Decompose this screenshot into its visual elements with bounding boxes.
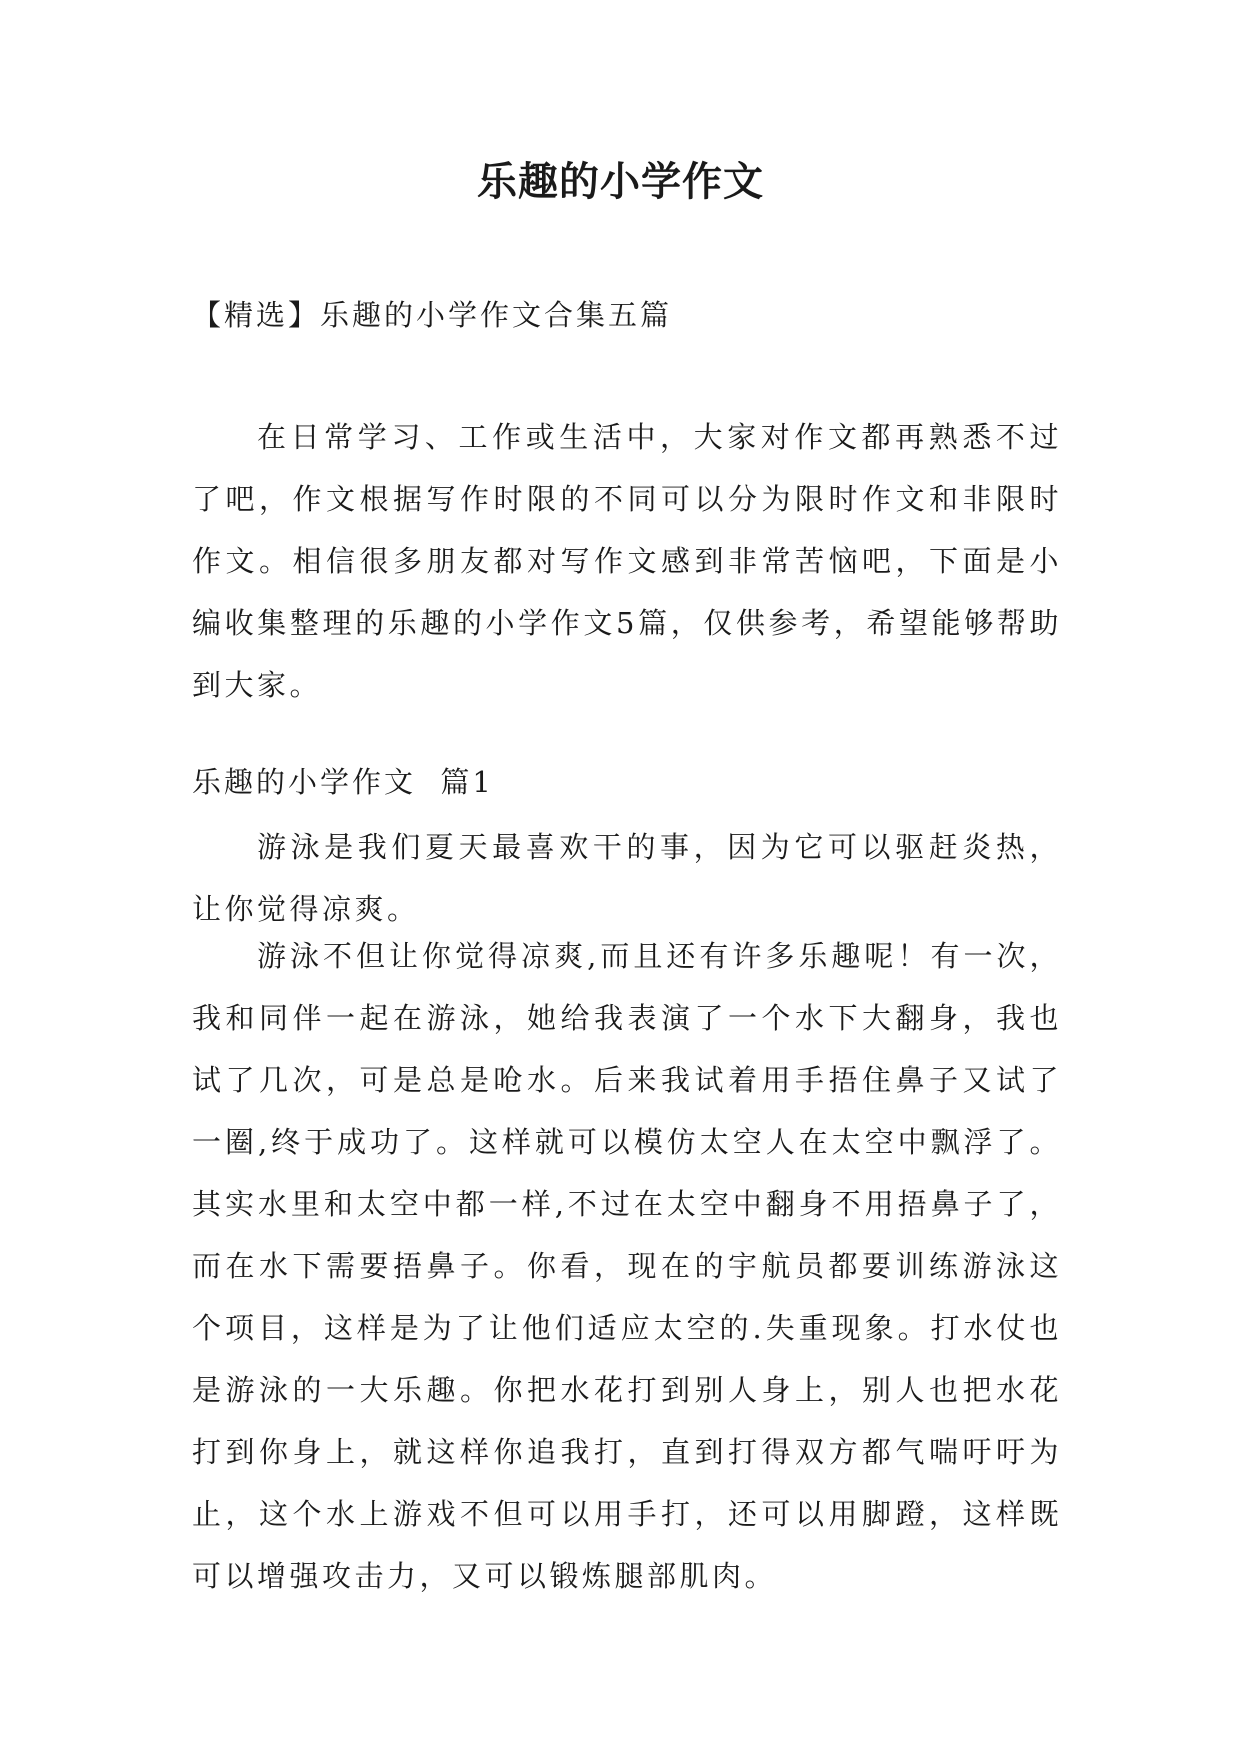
document-subtitle: 【精选】乐趣的小学作文合集五篇 — [192, 298, 673, 332]
section-heading: 乐趣的小学作文 篇1 — [192, 765, 494, 799]
intro-paragraph: 在日常学习、工作或生活中，大家对作文都再熟悉不过了吧，作文根据写作时限的不同可以分为限时作文和非限时作文。相信很多朋友都对写作文感到非常苦恼吧，下面是小编收集整理的乐趣的小学作文5篇，仅供参考，希望能够帮助到大家。 — [192, 420, 1062, 702]
document-title: 乐趣的小学作文 — [477, 158, 764, 205]
section-paragraph: 游泳是我们夏天最喜欢干的事，因为它可以驱赶炎热，让你觉得凉爽。 — [192, 830, 1062, 926]
section-paragraph: 游泳不但让你觉得凉爽,而且还有许多乐趣呢！有一次，我和同伴一起在游泳，她给我表演了一个水下大翻身，我也试了几次，可是总是呛水。后来我试着用手捂住鼻子又试了一圈,终于成功了。这样就可以模仿太空人在太空中飘浮了。其实水里和太空中都一样,不过在太空中翻身不用捂鼻子了，而在水下需要捂鼻子。你看，现在的宇航员都要训练游泳这个项目，这样是为了让他们适应太空的.失重现象。打水仗也是游泳的一大乐趣。你把水花打到别人身上，别人也把水花打到你身上，就这样你追我打，直到打得双方都气喘吁吁为止，这个水上游戏不但可以用手打，还可以用脚蹬，这样既可以增强攻击力，又可以锻炼腿部肌肉。 — [192, 939, 1062, 1593]
